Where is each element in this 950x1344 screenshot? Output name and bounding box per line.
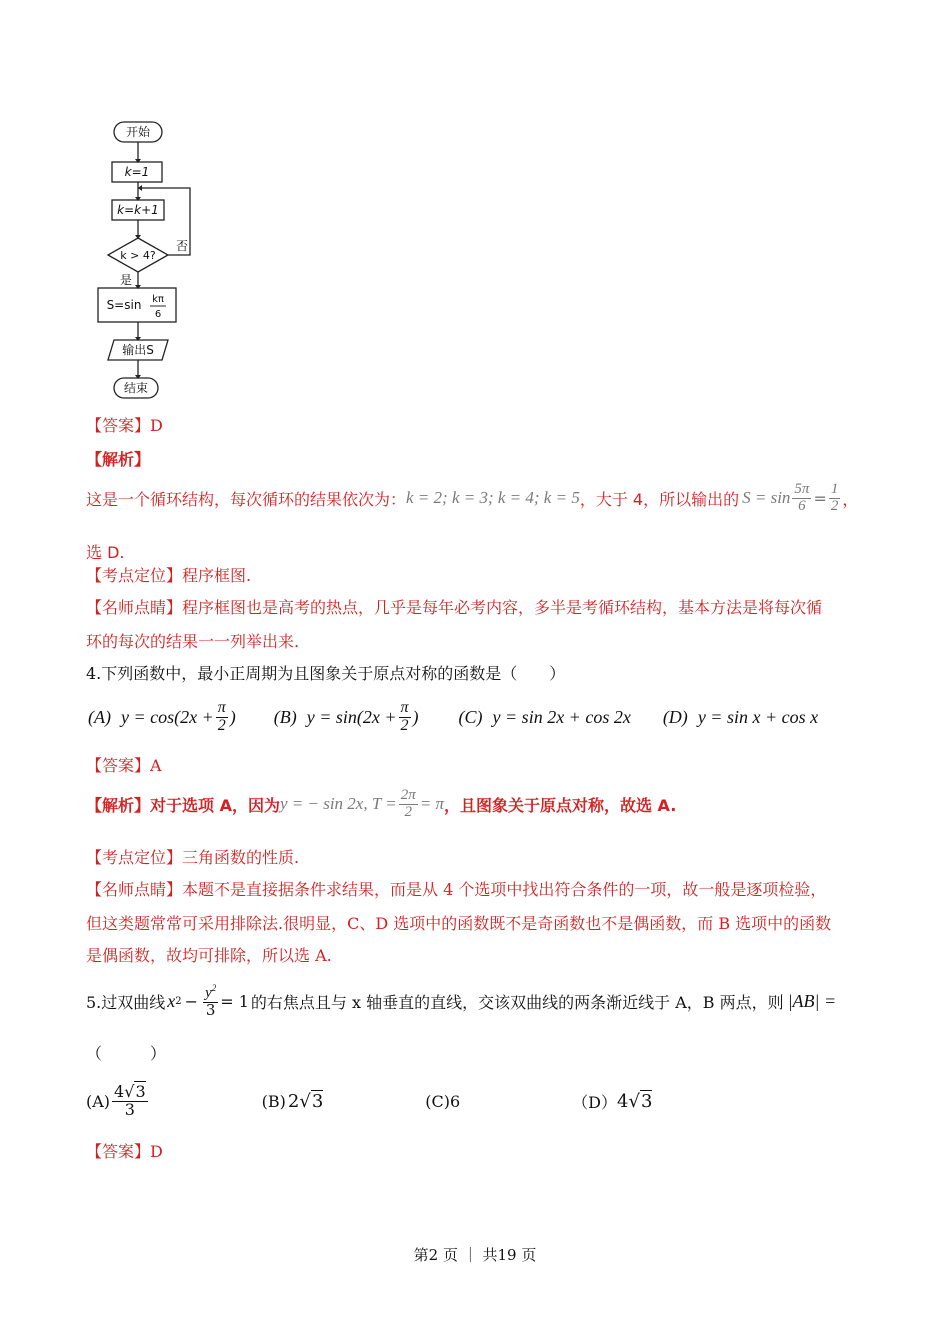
q4-opt-a-frac bbox=[216, 700, 228, 735]
q3-eq: = bbox=[813, 488, 827, 508]
q5-stem-frac bbox=[203, 984, 218, 1019]
q5-stem-frac-num bbox=[203, 984, 218, 1003]
q4-opt-b-post: ) bbox=[412, 706, 419, 727]
flowchart-output-label: 输出S bbox=[122, 343, 154, 357]
q5-opt-d-value: 4√3 bbox=[617, 1090, 653, 1112]
q4-stem: 4.下列函数中，最小正周期为且图象关于原点对称的函数是（ ） bbox=[86, 664, 566, 683]
q4-analysis-eq: = π bbox=[419, 794, 444, 814]
q5-stem-x-exp: 2 bbox=[175, 995, 182, 1007]
q4-frac-num: 2π bbox=[400, 787, 416, 803]
q4-opt-b-frac bbox=[399, 700, 411, 735]
q4-opt-a-num: π bbox=[217, 699, 226, 716]
flowchart-no-label: 否 bbox=[175, 239, 189, 253]
q3-analysis-mid: ，大于 4，所以输出的 bbox=[579, 489, 740, 509]
q5-opt-a-frac bbox=[112, 1084, 148, 1119]
q3-mingshi-line2: 环的每次的结果一一列举出来. bbox=[86, 632, 300, 651]
q5-stem-post: 的右焦点且与 x 轴垂直的直线，交该双曲线的两条渐近线于 A，B 两点，则 bbox=[250, 992, 784, 1012]
flowchart-cond-label: k > 4? bbox=[120, 249, 156, 262]
q3-analysis-line bbox=[86, 482, 858, 515]
q3-analysis-text: 这是一个循环结构，每次循环的结果依次为： bbox=[86, 489, 407, 509]
q4-opt-b-pre: y = sin(2x + bbox=[306, 706, 397, 727]
q5-stem-ab: |AB| = bbox=[787, 990, 837, 1011]
q5-opt-d-label: （D） bbox=[572, 1092, 618, 1112]
q5-opt-a-label: (A) bbox=[86, 1091, 111, 1111]
q5-answer: 【答案】D bbox=[86, 1142, 163, 1161]
q5-opt-a-coef: 4 bbox=[114, 1082, 125, 1101]
q3-kaodian: 【考点定位】程序框图. bbox=[86, 566, 252, 585]
q5-stem bbox=[86, 984, 836, 1019]
q4-frac-den: 2 bbox=[404, 803, 412, 820]
q5-opt-c: (C)6 bbox=[425, 1091, 461, 1111]
q4-opt-c: y = sin 2x + cos 2x bbox=[492, 706, 631, 727]
q4-opt-a-label: (A) bbox=[88, 706, 111, 727]
q4-opt-b-den: 2 bbox=[400, 716, 409, 734]
q4-opt-a-pre: y = cos(2x + bbox=[120, 706, 214, 727]
q5-opt-d-coef: 4 bbox=[617, 1090, 629, 1112]
q3-frac-1-2 bbox=[829, 482, 841, 515]
q3-frac1-den: 6 bbox=[798, 497, 806, 514]
q3-frac-5pi-6 bbox=[792, 482, 811, 515]
q3-analysis-tag: 【解析】 bbox=[86, 450, 151, 469]
q4-analysis-b: ，且图象关于原点对称，故选 A. bbox=[443, 795, 677, 815]
q4-mingshi-line3: 是偶函数，故均可排除，所以选 A. bbox=[86, 946, 332, 965]
q4-mingshi-line1: 【名师点睛】本题不是直接据条件求结果，而是从 4 个选项中找出符合条件的一项，故一般是逐项检验， bbox=[86, 880, 827, 899]
q5-opt-a-den: 3 bbox=[124, 1099, 135, 1119]
q4-opt-d-label: (D) bbox=[662, 706, 688, 727]
q4-kaodian: 【考点定位】三角函数的性质. bbox=[86, 848, 300, 867]
q5-stem-x: x bbox=[167, 990, 176, 1011]
flowchart-start-label: 开始 bbox=[125, 125, 151, 139]
q4-opt-c-label: (C) bbox=[458, 706, 483, 727]
q4-opt-d: y = sin x + cos x bbox=[697, 706, 819, 727]
q5-options bbox=[86, 1084, 652, 1119]
q4-analysis-math: y = − sin 2x, T = bbox=[279, 794, 397, 814]
flowchart-end-label: 结束 bbox=[123, 381, 149, 395]
flowchart-yes-label: 是 bbox=[119, 273, 133, 287]
q3-frac2-den: 2 bbox=[830, 497, 839, 514]
q5-opt-b-coef: 2 bbox=[287, 1090, 300, 1112]
q5-stem-den: 3 bbox=[205, 1000, 216, 1019]
q4-analysis-frac bbox=[399, 788, 418, 821]
q4-opt-b-num: π bbox=[400, 699, 409, 716]
q3-answer: 【答案】D bbox=[86, 416, 163, 435]
q4-mingshi-line2: 但这类题常常可采用排除法.很明显，C、D 选项中的函数既不是奇函数也不是偶函数，而 B 选项中的函数 bbox=[86, 914, 832, 933]
q5-stem-y: y bbox=[205, 985, 212, 1001]
flowchart-init-label: k=1 bbox=[124, 165, 150, 179]
q4-opt-a-post: ) bbox=[229, 706, 236, 727]
q5-paren: （ ） bbox=[86, 1044, 167, 1063]
q4-analysis-a: 【解析】对于选项 A，因为 bbox=[86, 795, 280, 815]
flowchart-step-label: k=k+1 bbox=[117, 203, 159, 217]
q3-frac2-num: 1 bbox=[830, 481, 839, 497]
flowchart-assign-num: kπ bbox=[152, 294, 164, 305]
q5-stem-y-exp: 2 bbox=[211, 983, 217, 993]
q4-options bbox=[88, 700, 818, 735]
q5-opt-b-value: 2√3 bbox=[287, 1090, 324, 1112]
page-footer: 第2 页 ｜ 共19 页 bbox=[413, 1246, 537, 1264]
q3-comma: ， bbox=[842, 489, 859, 509]
q3-analysis-math: k = 2; k = 3; k = 4; k = 5 bbox=[406, 488, 580, 508]
q5-opt-a-num: 4√3 bbox=[114, 1082, 146, 1101]
q3-mingshi-line1: 【名师点睛】程序框图也是高考的热点，几乎是每年必考内容，多半是考循环结构，基本方法是将每次循 bbox=[86, 598, 823, 617]
flowchart-assign-label: S=sin bbox=[106, 298, 142, 312]
q3-analysis-s: S = sin bbox=[742, 488, 791, 508]
q5-opt-a-rad: 3 bbox=[135, 1082, 146, 1101]
q3-frac1-num: 5π bbox=[794, 481, 810, 497]
q4-opt-b-label: (B) bbox=[273, 706, 297, 727]
q4-answer: 【答案】A bbox=[86, 756, 162, 775]
q5-stem-eq: = 1 bbox=[220, 991, 249, 1011]
q3-analysis-end: 选 D. bbox=[86, 543, 125, 562]
q4-opt-a-den: 2 bbox=[217, 716, 226, 734]
q5-opt-d-rad: 3 bbox=[640, 1090, 653, 1112]
q4-analysis-line bbox=[86, 788, 676, 821]
program-flowchart bbox=[86, 116, 236, 406]
q5-opt-b-rad: 3 bbox=[311, 1090, 324, 1112]
q5-stem-minus: − bbox=[184, 991, 199, 1011]
q5-stem-pre: 5.过双曲线 bbox=[86, 992, 166, 1012]
flowchart-assign-den: 6 bbox=[154, 309, 162, 320]
q5-opt-b-label: (B) bbox=[261, 1091, 286, 1111]
